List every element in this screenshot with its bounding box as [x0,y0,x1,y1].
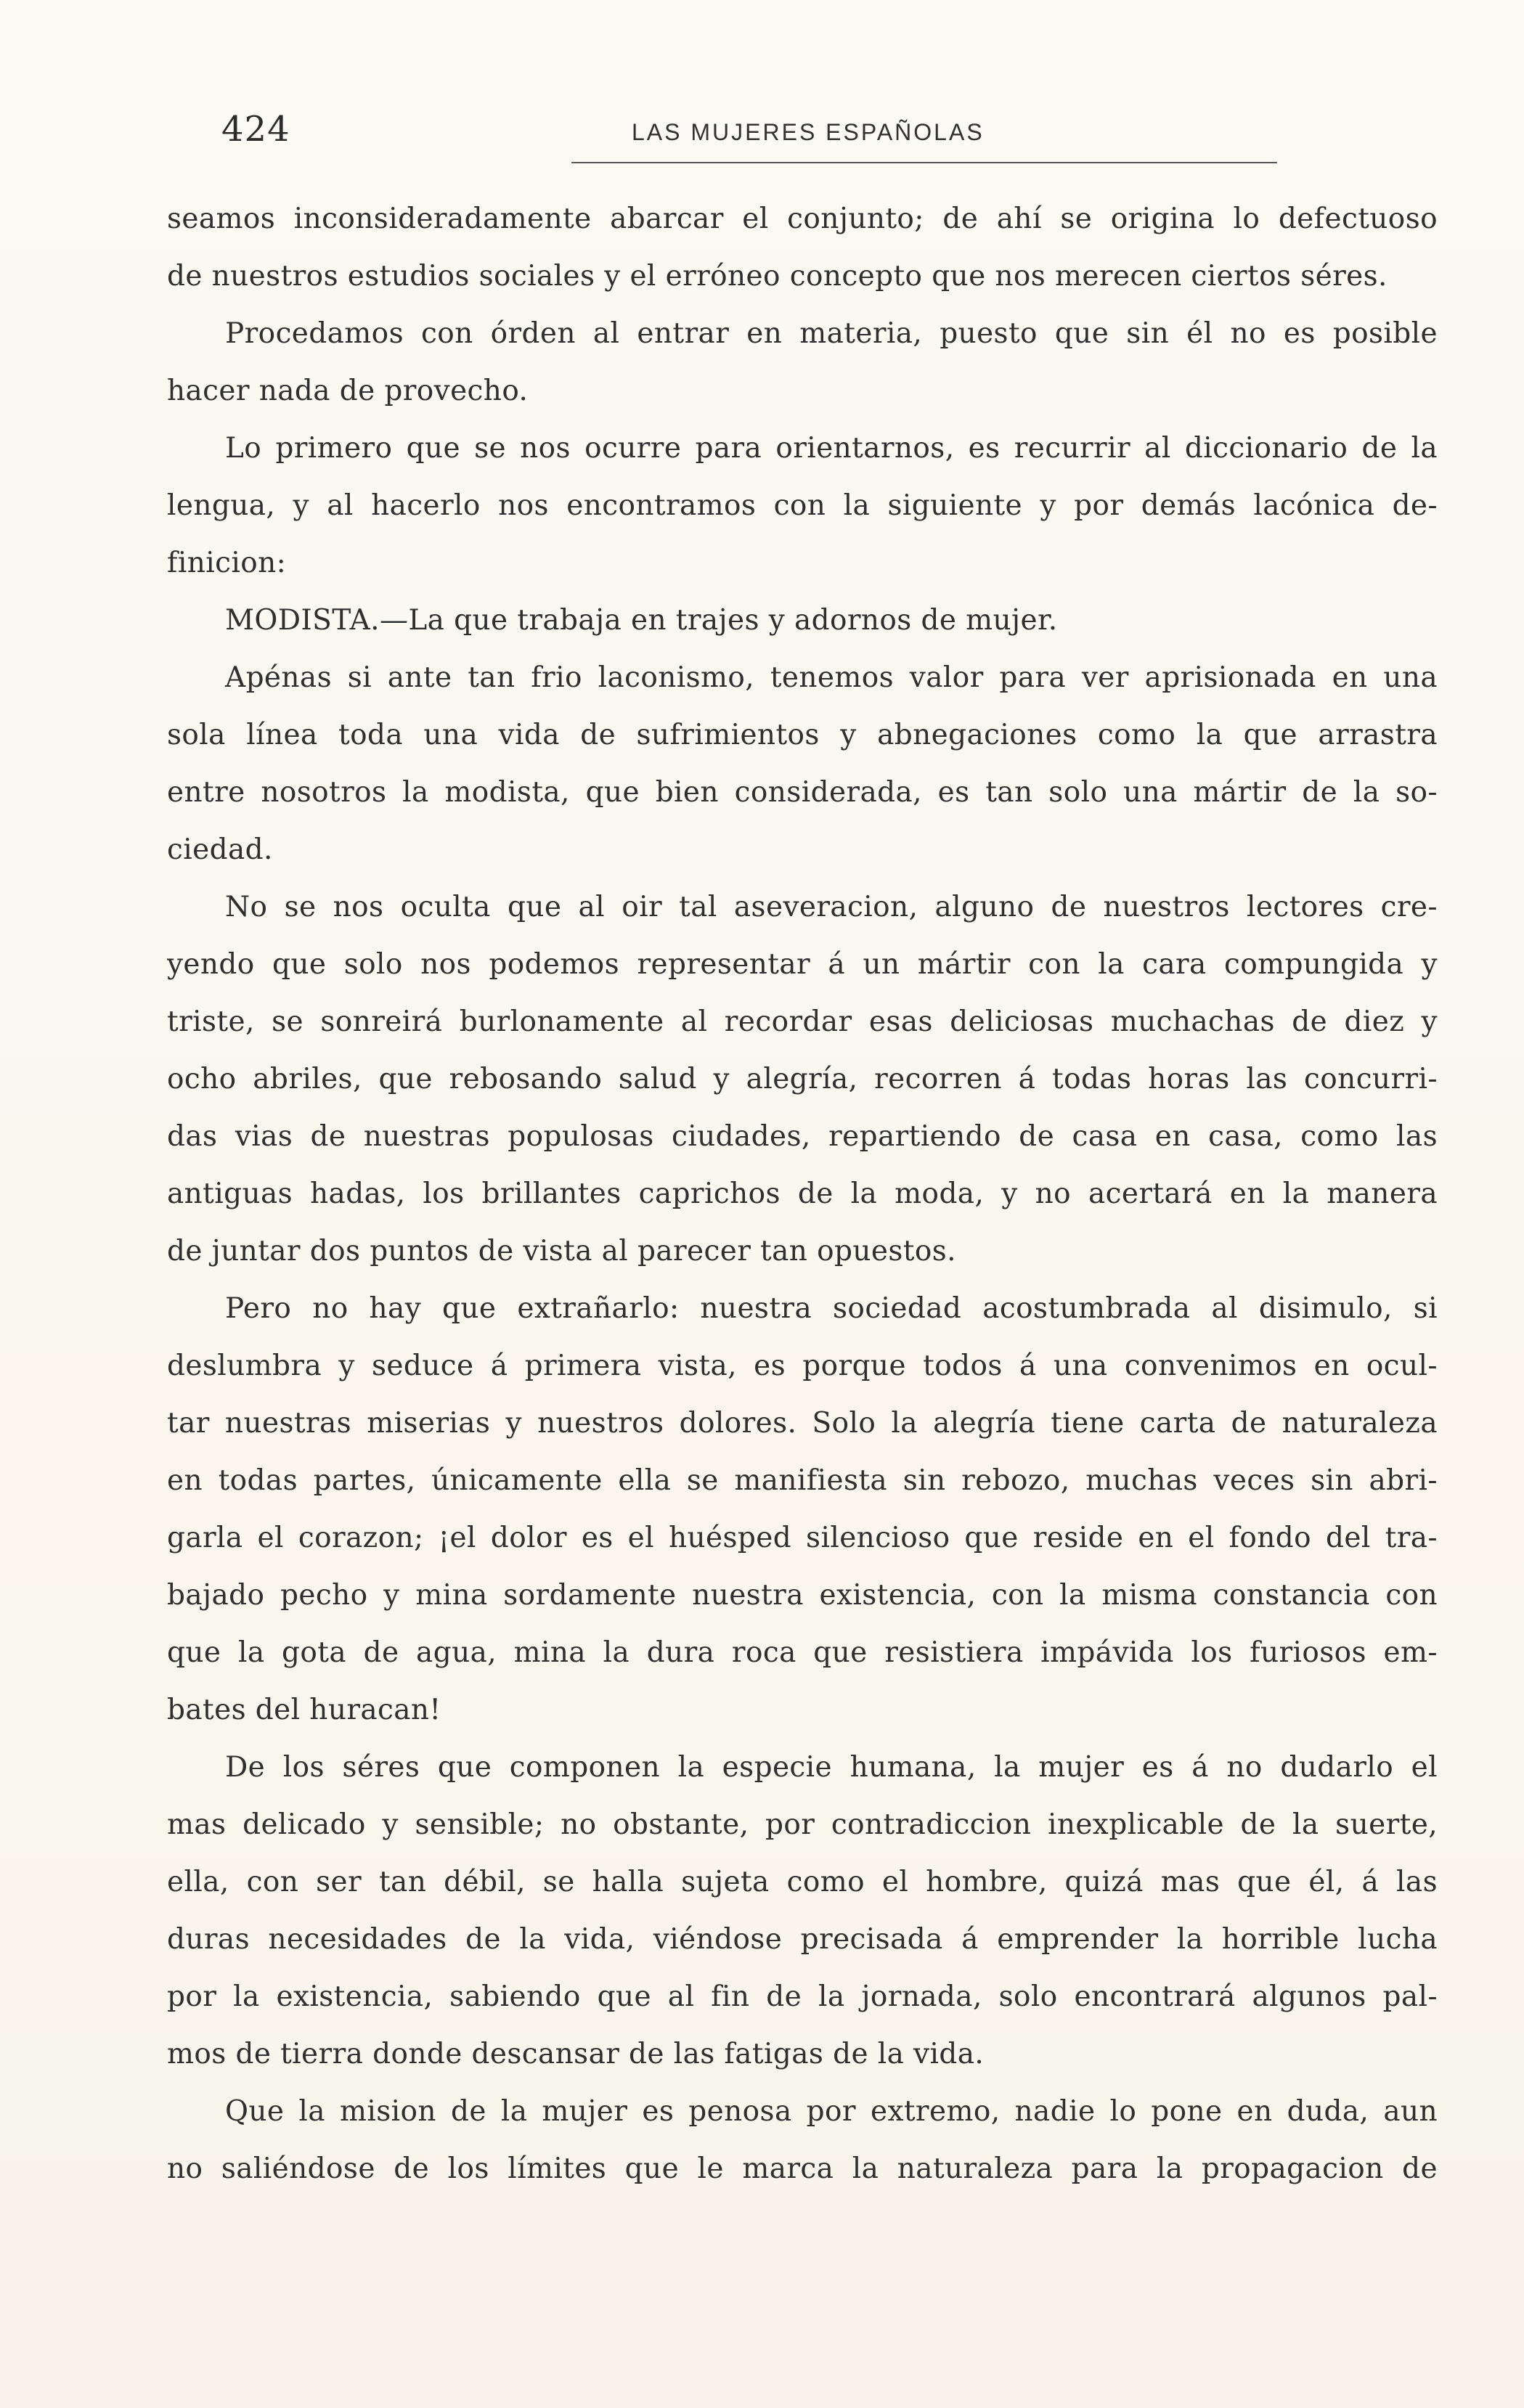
text-line: De los séres que componen la especie humana, la mujer es á no dudarlo el [225,1751,1438,1784]
body-text [167,190,1438,2197]
text-line: triste, se sonreirá burlonamente al recordar esas deliciosas muchachas de diez y [167,1005,1438,1038]
text-line: Procedamos con órden al entrar en materia, puesto que sin él no es posible [225,317,1438,350]
page-header [221,109,1434,174]
text-line: duras necesidades de la vida, viéndose precisada á emprender la horrible lucha [167,1923,1438,1956]
text-line: bates del huracan! [167,1694,441,1726]
text-line: finicion: [167,547,287,579]
text-line: seamos inconsideradamente abarcar el conjunto; de ahí se origina lo defectuoso [167,203,1438,235]
text-line: en todas partes, únicamente ella se manifiesta sin rebozo, muchas veces sin abri- [167,1464,1438,1497]
running-title: LAS MUJERES ESPAÑOLAS [632,119,985,145]
text-line: sola línea toda una vida de sufrimientos y abnegaciones como la que arrastra [167,719,1438,751]
text-line: hacer nada de provecho. [167,375,529,407]
text-line: que la gota de agua, mina la dura roca que resistiera impávida los furiosos em- [167,1636,1438,1669]
text-line: tar nuestras miserias y nuestros dolores. Solo la alegría tiene carta de naturaleza [167,1407,1438,1440]
text-line: Apénas si ante tan frio laconismo, tenemos valor para ver aprisionada en una [225,661,1438,694]
text-line: ciedad. [167,833,273,866]
text-line: das vias de nuestras populosas ciudades, repartiendo de casa en casa, como las [167,1120,1438,1153]
text-line: Que la mision de la mujer es penosa por extremo, nadie lo pone en duda, aun [225,2095,1438,2128]
text-line: No se nos oculta que al oir tal aseveracion, alguno de nuestros lectores cre- [225,891,1438,923]
text-line: lengua, y al hacerlo nos encontramos con la siguiente y por demás lacónica de- [167,489,1438,522]
text-line: ocho abriles, que rebosando salud y alegría, recorren á todas horas las concurri- [167,1063,1438,1095]
text-line: garla el corazon; ¡el dolor es el huésped silencioso que reside en el fondo del tra- [167,1522,1438,1554]
text-line: de juntar dos puntos de vista al parecer tan opuestos. [167,1235,956,1268]
text-line: antiguas hadas, los brillantes caprichos de la moda, y no acertará en la manera [167,1178,1438,1210]
text-line: mas delicado y sensible; no obstante, por contradiccion inexplicable de la suerte, [167,1808,1438,1841]
text-line: deslumbra y seduce á primera vista, es porque todos á una convenimos en ocul- [167,1350,1438,1382]
text-line: Pero no hay que extrañarlo: nuestra sociedad acostumbrada al disimulo, si [225,1292,1438,1325]
page-number: 424 [221,109,290,150]
text-line: de nuestros estudios sociales y el erróneo concepto que nos merecen ciertos séres. [167,260,1388,293]
header-rule [571,162,1277,163]
text-line: bajado pecho y mina sordamente nuestra existencia, con la misma constancia con [167,1579,1438,1612]
text-line: no saliéndose de los límites que le marca la naturaleza para la propagacion de [167,2152,1438,2185]
text-line: yendo que solo nos podemos representar á un mártir con la cara compungida y [167,948,1438,981]
text-line: Lo primero que se nos ocurre para orientarnos, es recurrir al diccionario de la [225,432,1438,465]
text-line: mos de tierra donde descansar de las fatigas de la vida. [167,2038,985,2070]
text-line: ella, con ser tan débil, se halla sujeta como el hombre, quizá mas que él, á las [167,1866,1438,1898]
text-line: por la existencia, sabiendo que al fin de la jornada, solo encontrará algunos pal- [167,1980,1438,2013]
text-line: MODISTA.—La que trabaja en trajes y adornos de mujer. [225,604,1058,637]
text-line: entre nosotros la modista, que bien considerada, es tan solo una mártir de la so- [167,776,1438,809]
